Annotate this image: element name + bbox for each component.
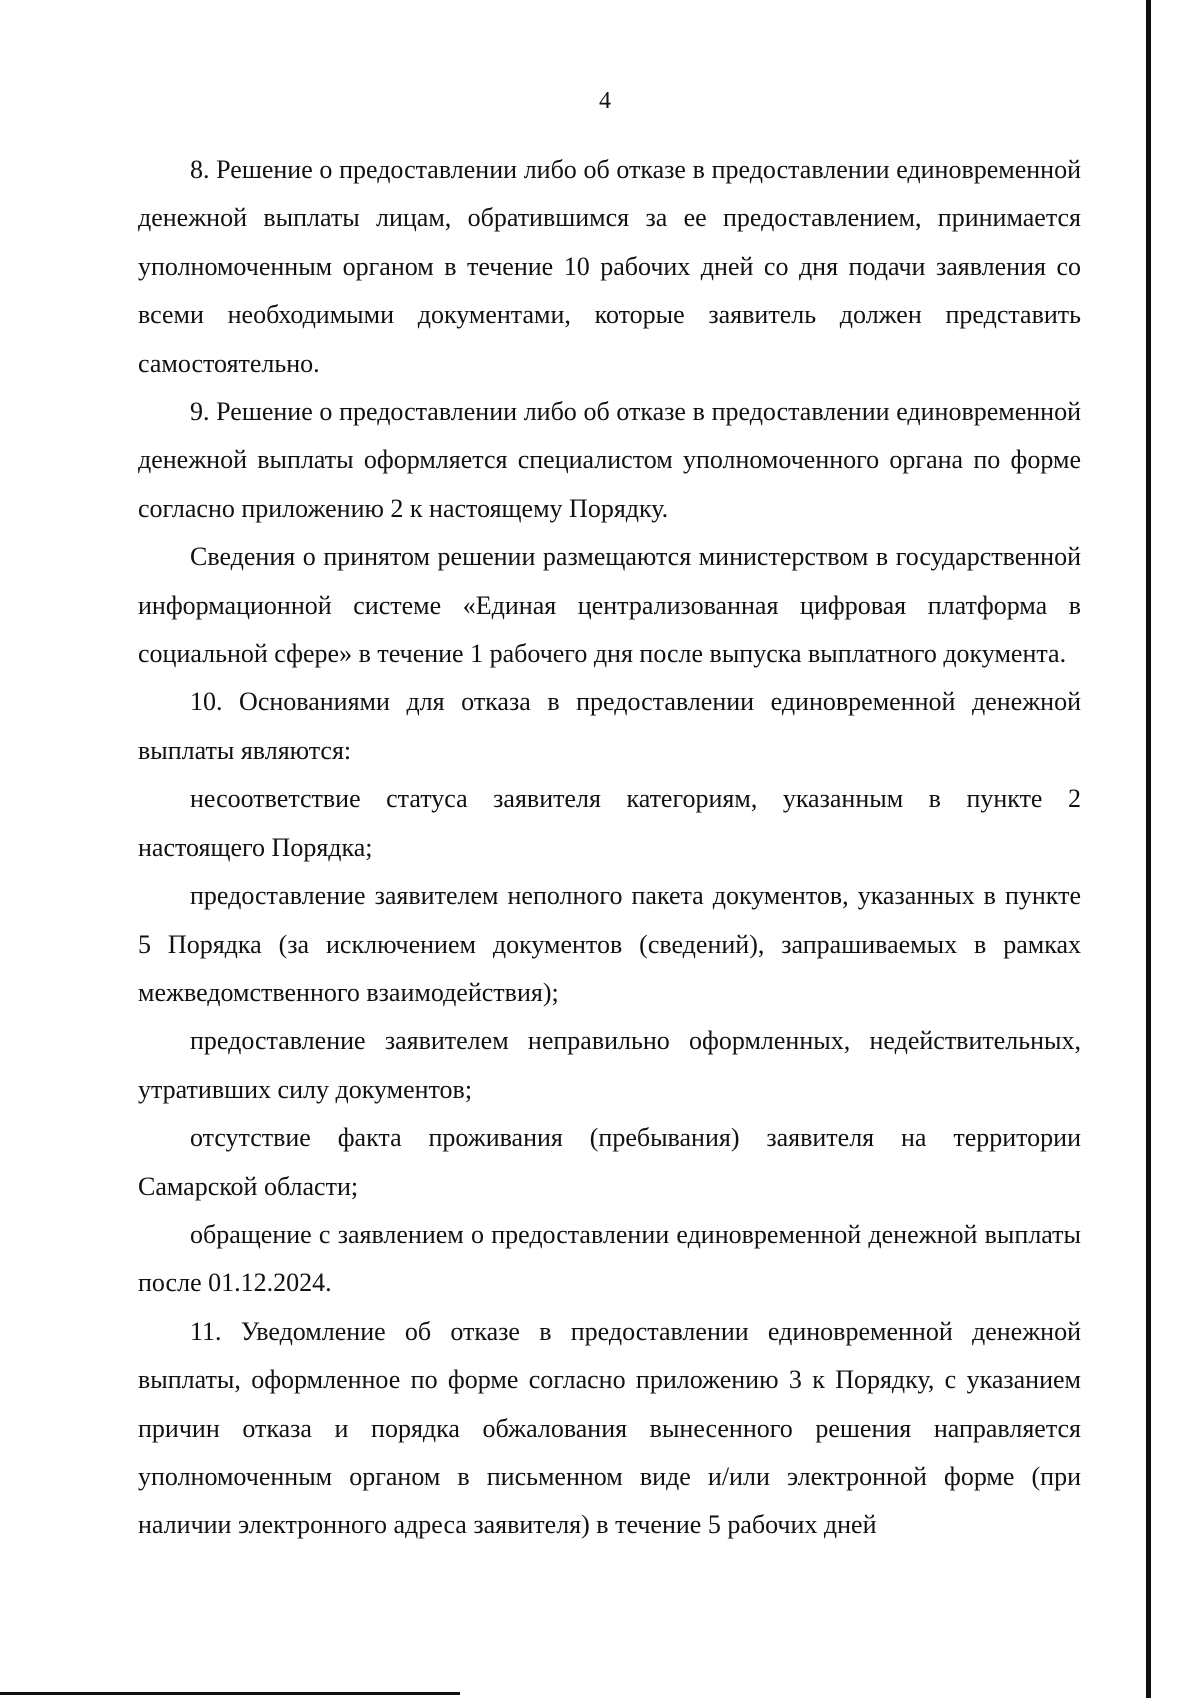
refusal-ground-invalid-documents: предоставление заявителем неправильно оформленных, недействительных, утративших силу документов; bbox=[138, 1026, 1081, 1104]
paragraph-11-refusal-notice: 11. Уведомление об отказе в предоставлении единовременной денежной выплаты, оформленное по форме согласно приложению 3 к Порядку, с указанием причин отказа и порядка обжалования вынесенного решения направляется уполномоченным органом в письменном виде и/или электронной форме (при наличии электронного адреса заявителя) в течение 5 рабочих дней bbox=[138, 1316, 1081, 1540]
scan-right-edge bbox=[1146, 0, 1151, 1698]
scan-bottom-edge bbox=[0, 1692, 460, 1695]
paragraph-9-decision-form: 9. Решение о предоставлении либо об отказе в предоставлении единовременной денежной выплаты оформляется специалистом уполномоченного органа по форме согласно приложению 2 к настоящему Порядку. bbox=[138, 397, 1081, 523]
document-body bbox=[138, 146, 1081, 1550]
refusal-ground-late-application: обращение с заявлением о предоставлении единовременной денежной выплаты после 01.12.2024. bbox=[138, 1219, 1081, 1298]
refusal-ground-residence: отсутствие факта проживания (пребывания) заявителя на территории Самарской области; bbox=[138, 1123, 1081, 1201]
paragraph-10-refusal-grounds: 10. Основаниями для отказа в предоставлении единовременной денежной выплаты являются: bbox=[138, 687, 1081, 765]
refusal-ground-incomplete-documents: предоставление заявителем неполного пакета документов, указанных в пункте 5 Порядка (за исключением документов (сведений), запрашиваемых в рамках межведомственного взаимодействия); bbox=[138, 881, 1081, 1007]
page-number: 4 bbox=[599, 88, 611, 114]
refusal-ground-status: несоответствие статуса заявителя категориям, указанным в пункте 2 настоящего Порядка; bbox=[138, 784, 1081, 862]
paragraph-decision-publication: Сведения о принятом решении размещаются министерством в государственной информационной системе «Единая централизованная цифровая платформа в социальной сфере» в течение 1 рабочего дня после выпуска выплатного документа. bbox=[138, 542, 1081, 669]
paragraph-8-decision-term: 8. Решение о предоставлении либо об отказе в предоставлении единовременной денежной выплаты лицам, обратившимся за ее предоставлением, принимается уполномоченным органом в течение 10 рабочих дней со дня подачи заявления со всеми необходимыми документами, которые заявитель должен представить самостоятельно. bbox=[138, 155, 1081, 378]
